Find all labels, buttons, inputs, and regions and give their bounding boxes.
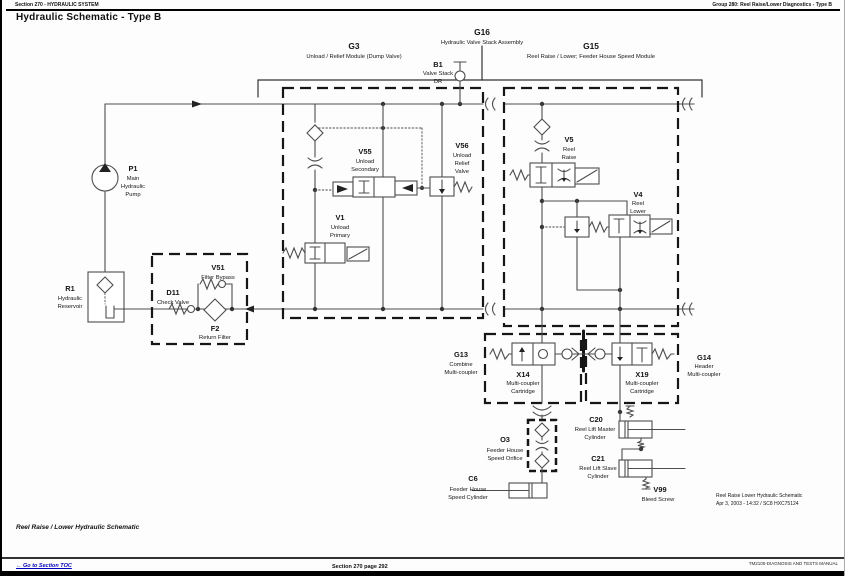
v4-label: [630, 190, 646, 215]
svg-text:Apr 3, 2003 - 14:32 / SC8 H: Apr 3, 2003 - 14:32 / SC8 HXC75124: [716, 501, 799, 507]
svg-text:X19: X19: [635, 370, 649, 379]
g16-label: [441, 27, 523, 46]
g13-label: [444, 350, 477, 376]
svg-text:Cartridge: Cartridge: [511, 389, 535, 395]
r1-label: [58, 284, 83, 310]
flow-arrow-left: [245, 306, 254, 313]
svg-text:Speed Cylinder: Speed Cylinder: [448, 495, 488, 501]
svg-text:Hydraulic: Hydraulic: [57, 296, 83, 302]
reservoir-symbol: [88, 272, 124, 322]
x14-label: [506, 370, 539, 395]
svg-text:Reservoir: Reservoir: [57, 304, 83, 310]
flow-arrow-right: [192, 101, 202, 108]
svg-text:Unload / Relief Module (Dump V: Unload / Relief Module (Dump Valve): [306, 54, 402, 60]
svg-text:Unload: Unload: [330, 225, 350, 231]
g3-pilot-filter: [307, 104, 424, 243]
svg-text:Reel Lift Slave: Reel Lift Slave: [579, 466, 617, 472]
svg-text:G15: G15: [583, 41, 599, 51]
svg-text:Raise: Raise: [561, 155, 577, 161]
svg-text:V5: V5: [564, 135, 574, 144]
plot-note: [716, 493, 803, 507]
page-title: Hydraulic Schematic - Type B: [16, 12, 162, 23]
svg-text:O3: O3: [500, 435, 510, 444]
g16-id: G16: [474, 27, 490, 37]
svg-text:Secondary: Secondary: [351, 167, 379, 173]
svg-text:Header: Header: [694, 364, 714, 370]
svg-text:P1: P1: [128, 164, 138, 173]
schematic-caption: Reel Raise / Lower Hydraulic Schematic: [16, 524, 140, 531]
pump-symbol: [92, 104, 118, 277]
v55-label: [351, 147, 379, 173]
return-line: [114, 303, 694, 315]
v55-valve-symbol: [330, 104, 430, 309]
hydraulic-schematic: [2, 0, 845, 576]
svg-text:Filter Bypass: Filter Bypass: [201, 275, 235, 281]
svg-text:Main: Main: [126, 176, 140, 182]
x19-cartridge-symbol: [612, 309, 674, 414]
d11-label: [157, 288, 189, 306]
svg-text:DR: DR: [433, 79, 443, 85]
back-arrow-icon: ←: [16, 563, 22, 569]
svg-text:C20: C20: [589, 415, 603, 424]
svg-text:V56: V56: [455, 141, 469, 150]
x14-cartridge-symbol: [490, 309, 612, 403]
svg-text:Combine: Combine: [449, 362, 473, 368]
svg-text:V51: V51: [211, 263, 225, 272]
o3-orifice-symbol: [528, 406, 556, 483]
svg-text:G3: G3: [348, 41, 360, 51]
filter-assembly-box: [152, 254, 247, 344]
svg-text:C6: C6: [468, 474, 478, 483]
svg-text:R1: R1: [65, 284, 75, 293]
svg-text:G14: G14: [697, 353, 711, 362]
header-section-text: Section 270 - HYDRAULIC SYSTEM: [15, 2, 99, 8]
svg-text:Multi-coupler: Multi-coupler: [506, 381, 540, 387]
v4-valve-symbol: [540, 199, 672, 311]
v56-relief-valve-symbol: [430, 104, 472, 309]
svg-text:Unload: Unload: [355, 159, 375, 165]
svg-text:X14: X14: [516, 370, 530, 379]
v5-label: [562, 135, 577, 161]
svg-text:Relief: Relief: [454, 161, 470, 167]
v99-bleed-screw-symbol: [642, 477, 650, 489]
g14-label: [687, 353, 720, 378]
svg-text:Return Filter: Return Filter: [199, 335, 231, 341]
c6-label: [448, 474, 488, 501]
footer-page-number: Section 270 page 292: [332, 564, 388, 570]
svg-text:D11: D11: [166, 288, 180, 297]
svg-text:Multi-coupler: Multi-coupler: [687, 372, 721, 378]
v51-label: [201, 263, 235, 281]
svg-text:Lower: Lower: [630, 209, 646, 215]
v1-label: [330, 213, 350, 239]
svg-text:C21: C21: [591, 454, 605, 463]
svg-text:Cylinder: Cylinder: [587, 474, 609, 480]
svg-text:Multi-coupler: Multi-coupler: [444, 370, 478, 376]
svg-text:Multi-coupler: Multi-coupler: [625, 381, 659, 387]
o3-label: [487, 435, 524, 462]
svg-text:Pump: Pump: [125, 192, 141, 198]
svg-text:V1: V1: [335, 213, 345, 222]
g3-label: [306, 41, 401, 60]
svg-text:Valve: Valve: [454, 169, 470, 175]
g15-label: [527, 41, 655, 60]
svg-text:Feeder House: Feeder House: [486, 448, 524, 454]
svg-text:F2: F2: [210, 324, 220, 333]
svg-text:Reel Raise / Lower; Feeder Hou: Reel Raise / Lower; Feeder House Speed Module: [527, 54, 655, 60]
svg-text:Primary: Primary: [330, 233, 350, 239]
f2-return-filter-symbol: [204, 299, 226, 321]
v1-valve-symbol: [283, 243, 369, 309]
c21-cylinder-symbol: [619, 460, 685, 477]
b1-label: [423, 60, 453, 85]
c20-cylinder-symbol: [619, 406, 685, 438]
svg-text:V4: V4: [633, 190, 643, 199]
svg-text:Cartridge: Cartridge: [630, 389, 654, 395]
footer-manual-name: TM2100-DIAGNOSIS AND TESTS MANUAL: [748, 561, 838, 566]
g16-desc: Hydraulic Valve Stack Assembly: [440, 40, 524, 46]
svg-text:B1: B1: [433, 60, 443, 69]
svg-text:V99: V99: [653, 485, 667, 494]
svg-text:Hydraulic: Hydraulic: [120, 184, 146, 190]
c20-label: [575, 415, 616, 441]
page-bottom-edge: [2, 571, 844, 576]
v5-valve-symbol: [510, 104, 599, 309]
svg-text:Speed Orifice: Speed Orifice: [487, 456, 523, 462]
toc-link-label: Go to Section TOC: [23, 563, 72, 569]
header-group-text: Group 280: Reel Raise/Lower Diagnostics - Type B: [712, 2, 832, 8]
svg-text:Feeder House: Feeder House: [449, 487, 487, 493]
svg-text:Reel Raise Lower Hydraulic Sch: Reel Raise Lower Hydraulic Schematic: [716, 493, 803, 499]
footer-rule: [2, 557, 844, 559]
f2-label: [199, 324, 231, 341]
p1-label: [121, 164, 145, 198]
v56-label: [453, 141, 471, 175]
svg-text:V55: V55: [358, 147, 372, 156]
svg-text:Unload: Unload: [452, 153, 472, 159]
c20-c21-connector: [622, 438, 644, 460]
b1-drain-symbol: [454, 62, 466, 104]
toc-link[interactable]: [16, 563, 72, 569]
svg-text:G13: G13: [454, 350, 468, 359]
svg-text:Cylinder: Cylinder: [584, 435, 606, 441]
svg-text:Bleed Screw: Bleed Screw: [641, 497, 675, 503]
svg-text:Valve Stack: Valve Stack: [422, 71, 454, 77]
x19-label: [625, 370, 658, 395]
svg-text:Reel Lift Master: Reel Lift Master: [574, 427, 616, 433]
svg-text:Reel: Reel: [563, 147, 575, 153]
supply-line: [105, 98, 694, 110]
svg-text:Reel: Reel: [632, 201, 644, 207]
svg-text:Check Valve: Check Valve: [156, 300, 190, 306]
c21-label: [579, 454, 616, 480]
